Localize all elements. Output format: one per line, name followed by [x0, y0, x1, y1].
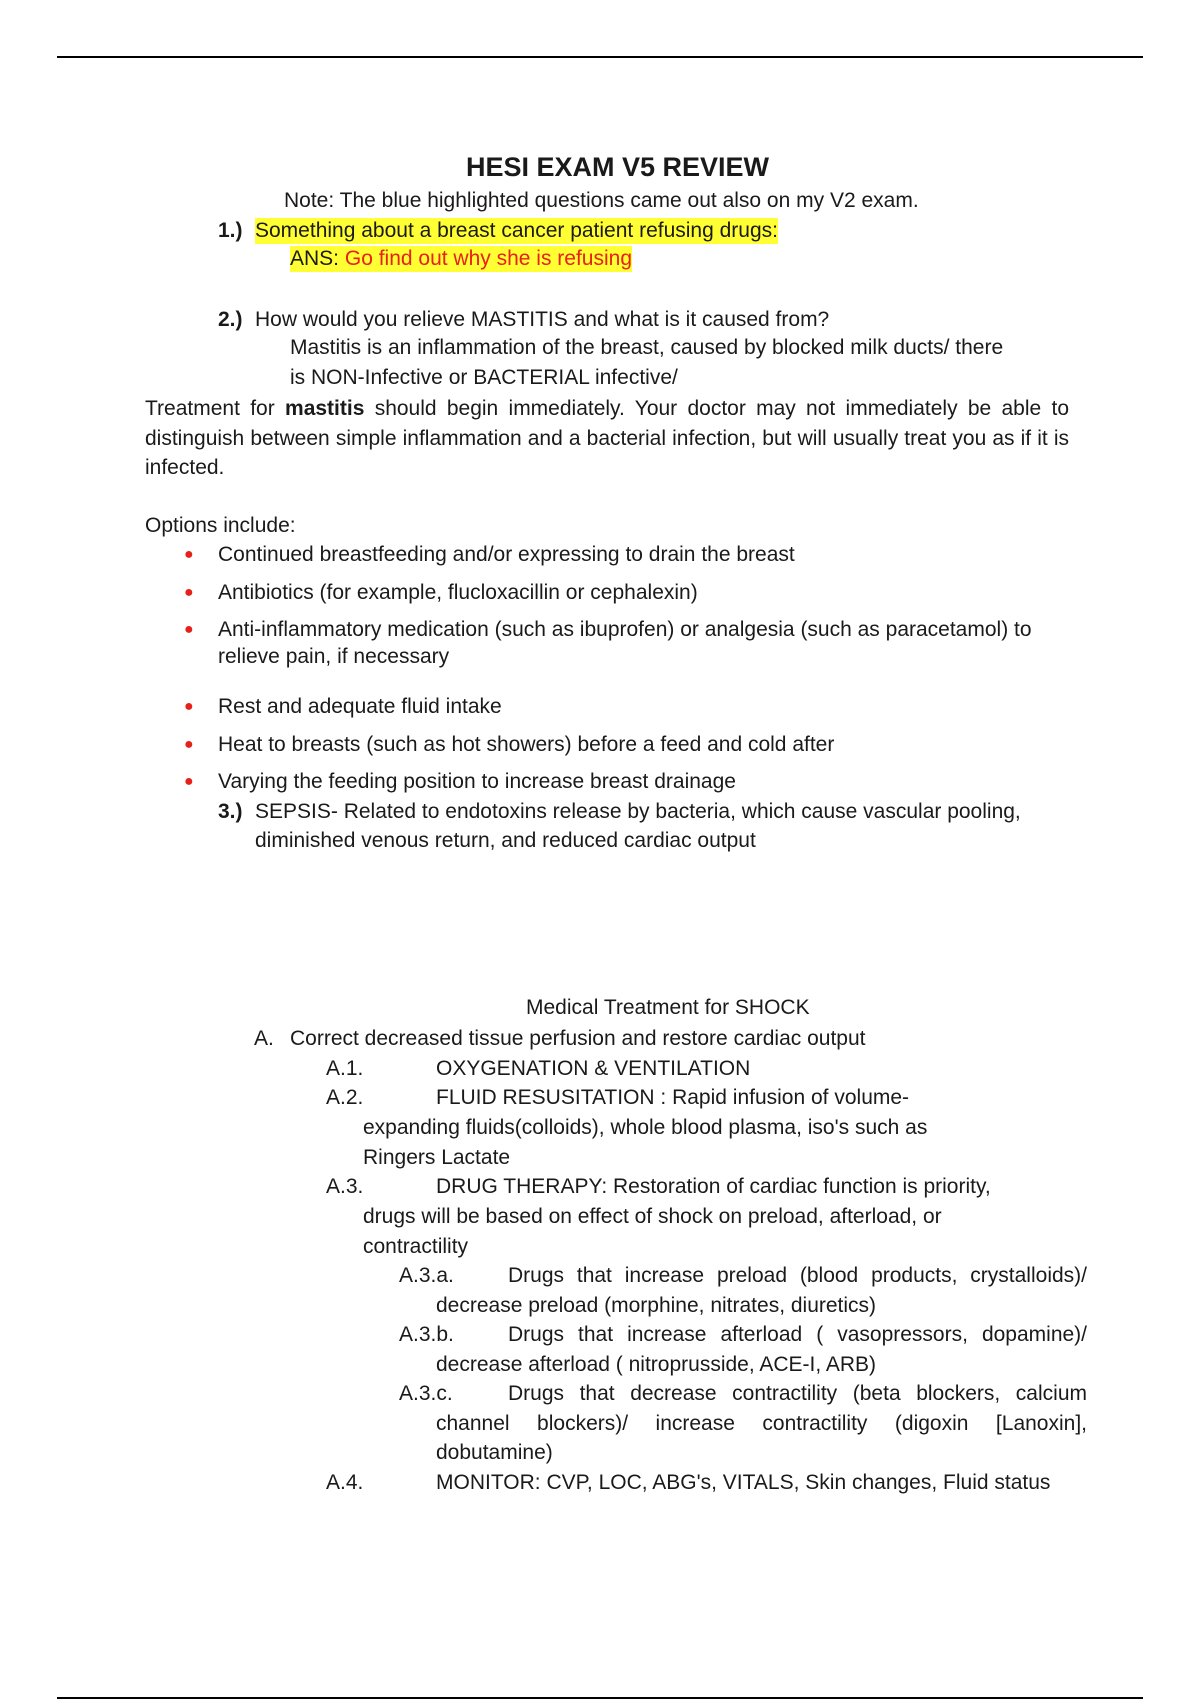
top-rule [57, 56, 1143, 58]
shock-a3-line1: DRUG THERAPY: Restoration of cardiac function is priority, [436, 1175, 991, 1198]
shock-a3-line2: drugs will be based on effect of shock on preload, afterload, or [363, 1205, 942, 1228]
shock-a3-line3: contractility [363, 1235, 469, 1258]
list-item [180, 579, 1080, 606]
shock-a2-label: A.2. [326, 1086, 364, 1109]
q2-question: How would you relieve MASTITIS and what is it caused from? [255, 308, 830, 331]
shock-a3b-label: A.3.b. [399, 1323, 454, 1346]
bullet-icon: ● [184, 584, 194, 601]
shock-a3-label: A.3. [326, 1175, 364, 1198]
option-text: Anti-inflammatory medication (such as ibuprofen) or analgesia (such as paracetamol) to relieve pain, if necessary [218, 618, 1032, 668]
option-text: Rest and adequate fluid intake [218, 695, 502, 718]
bullet-icon: ● [184, 621, 194, 638]
q1-question: Something about a breast cancer patient refusing drugs: [255, 219, 778, 242]
treatment-bold: mastitis [285, 397, 365, 420]
q1-answer [290, 246, 632, 272]
shock-a3c-text: Drugs that decrease contractility (beta blockers, calcium channel blockers)/ increase contractility (digoxin [Lanoxin], dobutamine) [436, 1382, 1087, 1464]
shock-a2-line2: expanding fluids(colloids), whole blood plasma, iso's such as [363, 1116, 928, 1139]
q3-line2: diminished venous return, and reduced cardiac output [255, 829, 756, 852]
option-text: Continued breastfeeding and/or expressing to drain the breast [218, 543, 795, 566]
shock-a3c-label: A.3.c. [399, 1382, 453, 1405]
q3-number: 3.) [218, 800, 243, 823]
treatment-post: should begin immediately. Your doctor may not immediately be able to distinguish between simple inflammation and a bacterial infection, but will usually treat you as if it is infected. [145, 397, 1070, 479]
list-item [180, 541, 1080, 568]
option-text: Varying the feeding position to increase breast drainage [218, 770, 736, 793]
bullet-icon: ● [184, 773, 194, 790]
option-text: Heat to breasts (such as hot showers) before a feed and cold after [218, 733, 835, 756]
shock-a-label: A. [254, 1027, 274, 1050]
treatment-paragraph [145, 394, 1069, 483]
q2-definition-line1: Mastitis is an inflammation of the breast, caused by blocked milk ducts/ there [290, 336, 1004, 359]
shock-a4-text: MONITOR: CVP, LOC, ABG's, VITALS, Skin changes, Fluid status [436, 1471, 1051, 1494]
q3-line1: SEPSIS- Related to endotoxins release by bacteria, which cause vascular pooling, [255, 800, 1021, 823]
shock-a-text: Correct decreased tissue perfusion and restore cardiac output [290, 1027, 866, 1050]
q2-definition-line2: is NON-Infective or BACTERIAL infective/ [290, 366, 678, 389]
note-text: Note: The blue highlighted questions came out also on my V2 exam. [284, 189, 919, 212]
q1-answer-text: Go find out why she is refusing [344, 247, 633, 270]
list-item [180, 616, 1080, 670]
shock-a1-text: OXYGENATION & VENTILATION [436, 1057, 751, 1080]
shock-a1-label: A.1. [326, 1057, 364, 1080]
shock-a2-line1: FLUID RESUSITATION : Rapid infusion of volume- [436, 1086, 910, 1109]
shock-a2-line3: Ringers Lactate [363, 1146, 511, 1169]
q1-number: 1.) [218, 219, 243, 242]
shock-a3a-label: A.3.a. [399, 1264, 454, 1287]
options-heading: Options include: [145, 514, 296, 537]
q1-answer-label: ANS: [290, 247, 340, 270]
shock-a3b-text: Drugs that increase afterload ( vasopressors, dopamine)/ decrease afterload ( nitroprusside, ACE-I, ARB) [436, 1323, 1087, 1376]
bullet-icon: ● [184, 546, 194, 563]
shock-heading: Medical Treatment for SHOCK [526, 996, 810, 1019]
list-item [180, 731, 1080, 758]
shock-a4-label: A.4. [326, 1471, 364, 1494]
option-text: Antibiotics (for example, flucloxacillin or cephalexin) [218, 581, 698, 604]
bottom-rule [57, 1697, 1143, 1699]
page-title: HESI EXAM V5 REVIEW [465, 152, 770, 182]
treatment-pre: Treatment for [145, 397, 275, 420]
q2-number: 2.) [218, 308, 243, 331]
shock-a3a-text: Drugs that increase preload (blood products, crystalloids)/ decrease preload (morphine, nitrates, diuretics) [436, 1264, 1087, 1317]
bullet-icon: ● [184, 736, 194, 753]
bullet-icon: ● [184, 698, 194, 715]
list-item [180, 768, 1080, 795]
list-item [180, 693, 1080, 720]
